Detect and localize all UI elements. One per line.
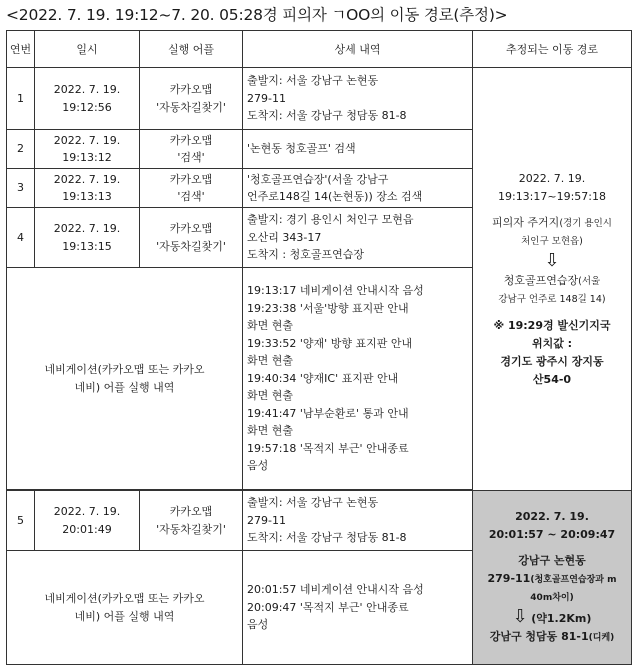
row-detail <box>243 130 473 169</box>
row-no: 1 <box>7 68 35 130</box>
row-time: 19:12:56 <box>62 100 112 114</box>
route-dest-line <box>476 628 628 647</box>
row-detail <box>243 68 473 130</box>
row-app-name: 카카오맵 <box>169 83 213 96</box>
header-app: 실행 어플 <box>140 31 243 68</box>
row-date: 2022. 7. 19. <box>53 133 121 147</box>
row-app-function: '자동차길찾기' <box>156 522 226 536</box>
row-app <box>140 130 243 169</box>
row-app <box>140 208 243 268</box>
row-time: 20:01:49 <box>62 522 112 536</box>
row-app-function: '검색' <box>177 190 205 203</box>
route-dest-main: 청호골프연습장 <box>503 273 579 287</box>
route-note: 경기도 광주시 장지동 <box>500 354 604 368</box>
detail-line: 도착지 : 청호골프연습장 <box>247 248 364 262</box>
route-origin-sub: (청호골프연습장과 m <box>530 575 617 585</box>
header-no: 연번 <box>7 31 35 68</box>
row-datetime <box>35 169 140 208</box>
route-date: 2022. 7. 19. <box>515 510 589 523</box>
row-date: 2022. 7. 19. <box>53 172 121 186</box>
route-origin-number: 279-11 <box>487 572 531 585</box>
detail-line: '논현동 청호골프' 검색 <box>247 142 356 156</box>
header-detail: 상세 내역 <box>243 31 473 68</box>
detail-line: 19:57:18 '목적지 부근' 안내종료 <box>247 441 409 455</box>
row-app-function: '자동차길찾기' <box>156 239 226 253</box>
route-date: 2022. 7. 19. <box>518 171 586 185</box>
row-detail <box>243 169 473 208</box>
row-app <box>140 68 243 130</box>
route-note: 산54-0 <box>532 372 572 386</box>
detail-line: 도착지: 서울 강남구 청담동 81-8 <box>247 109 407 123</box>
detail-line: 음성 <box>247 459 269 473</box>
route-distance-line <box>476 607 628 628</box>
detail-line: 화면 현출 <box>247 424 294 438</box>
table-row <box>7 68 632 130</box>
row-app-name: 카카오맵 <box>169 172 213 186</box>
detail-line: 화면 현출 <box>247 354 294 368</box>
route-origin-main: 피의자 주거지 <box>492 215 560 229</box>
movement-table <box>6 30 632 665</box>
route-origin-sub: (경기 용인시 <box>559 217 612 229</box>
arrow-down-icon: ⇩ <box>544 249 560 271</box>
row-date: 2022. 7. 19. <box>53 505 121 518</box>
detail-line: 화면 현출 <box>247 319 294 333</box>
row-detail <box>243 208 473 268</box>
row-app-function: '검색' <box>177 151 205 164</box>
row-datetime <box>35 491 140 551</box>
row-no: 4 <box>7 208 35 268</box>
row-no: 5 <box>7 491 35 551</box>
detail-line: '청호골프연습장'(서울 강남구 <box>247 172 389 186</box>
navigation-label-text: 네비게이션(카카오맵 또는 카카오네비) 어플 실행 내역 <box>44 363 205 394</box>
header-datetime: 일시 <box>35 31 140 68</box>
detail-line: 279-11 <box>247 91 286 105</box>
row-time: 19:13:13 <box>62 190 112 203</box>
row-app-function: '자동차길찾기' <box>156 100 226 114</box>
navigation-label-text: 네비게이션(카카오맵 또는 카카오네비) 어플 실행 내역 <box>44 592 205 623</box>
estimated-route-1 <box>473 68 632 491</box>
route-note: ※ 19:29경 발신기지국 <box>493 318 611 332</box>
row-time: 19:13:15 <box>62 239 112 253</box>
route-origin-detail <box>476 570 628 589</box>
detail-line: 19:33:52 '양재' 방향 표지판 안내 <box>247 336 413 350</box>
navigation-detail <box>243 268 473 490</box>
route-dest-sub2: 강남구 언주로 148길 14) <box>498 293 606 305</box>
detail-line: 19:23:38 '서울'방향 표지판 안내 <box>247 301 409 315</box>
row-app-name: 카카오맵 <box>169 222 213 235</box>
route-origin <box>476 214 628 233</box>
detail-line: 출발지: 서울 강남구 논현동 <box>247 74 379 88</box>
page-title: <2022. 7. 19. 19:12~7. 20. 05:28경 피의자 ㄱOO의 이동 경로(추정)> <box>6 6 508 24</box>
row-no: 3 <box>7 169 35 208</box>
row-app <box>140 169 243 208</box>
detail-line: 출발지: 서울 강남구 논현동 <box>247 496 379 510</box>
detail-line: 언주로148길 14(논현동)) 장소 검색 <box>247 190 423 203</box>
row-datetime <box>35 68 140 130</box>
estimated-route-2 <box>473 491 632 665</box>
row-datetime <box>35 130 140 169</box>
route-origin-sub2: 40m차이) <box>530 593 574 603</box>
row-app <box>140 491 243 551</box>
route-dest: 강남구 청담동 81-1 <box>489 630 589 643</box>
route-origin-sub2: 처인구 모현읍) <box>521 235 583 247</box>
row-date: 2022. 7. 19. <box>53 83 121 96</box>
arrow-down-icon: ⇩ <box>512 606 528 627</box>
detail-line: 19:13:17 네비게이션 안내시작 음성 <box>247 284 424 298</box>
detail-line: 오산리 343-17 <box>247 230 322 244</box>
navigation-detail <box>243 551 473 665</box>
route-origin: 강남구 논현동 <box>518 554 586 567</box>
detail-line: 출발지: 경기 용인시 처인구 모현읍 <box>247 213 414 227</box>
route-dest <box>476 272 628 291</box>
row-app-name: 카카오맵 <box>169 133 213 147</box>
detail-line: 279-11 <box>247 513 286 527</box>
row-app-name: 카카오맵 <box>169 505 213 518</box>
detail-line: 20:01:57 네비게이션 안내시작 음성 <box>247 583 424 597</box>
route-distance: (약1.2Km) <box>531 612 592 625</box>
detail-line: 도착지: 서울 강남구 청담동 81-8 <box>247 531 407 545</box>
header-row <box>7 31 632 68</box>
route-note: 위치값 : <box>531 336 573 350</box>
row-datetime <box>35 208 140 268</box>
row-detail <box>243 491 473 551</box>
navigation-label <box>7 268 243 490</box>
detail-line: 화면 현출 <box>247 389 294 403</box>
table-row <box>7 491 632 551</box>
route-time: 19:13:17~19:57:18 <box>497 189 607 203</box>
detail-line: 음성 <box>247 618 269 632</box>
route-dest-sub: (서울 <box>578 275 601 287</box>
navigation-label <box>7 551 243 665</box>
header-route: 추정되는 이동 경로 <box>473 31 632 68</box>
row-time: 19:13:12 <box>62 151 112 164</box>
route-dest-sub: (디케) <box>588 633 615 643</box>
detail-line: 19:40:34 '양재IC' 표지판 안내 <box>247 371 399 385</box>
detail-line: 20:09:47 '목적지 부근' 안내종료 <box>247 600 409 614</box>
detail-line: 19:41:47 '남부순환로' 통과 안내 <box>247 406 409 420</box>
route-time: 20:01:57 ~ 20:09:47 <box>488 528 616 541</box>
row-date: 2022. 7. 19. <box>53 222 121 235</box>
row-no: 2 <box>7 130 35 169</box>
